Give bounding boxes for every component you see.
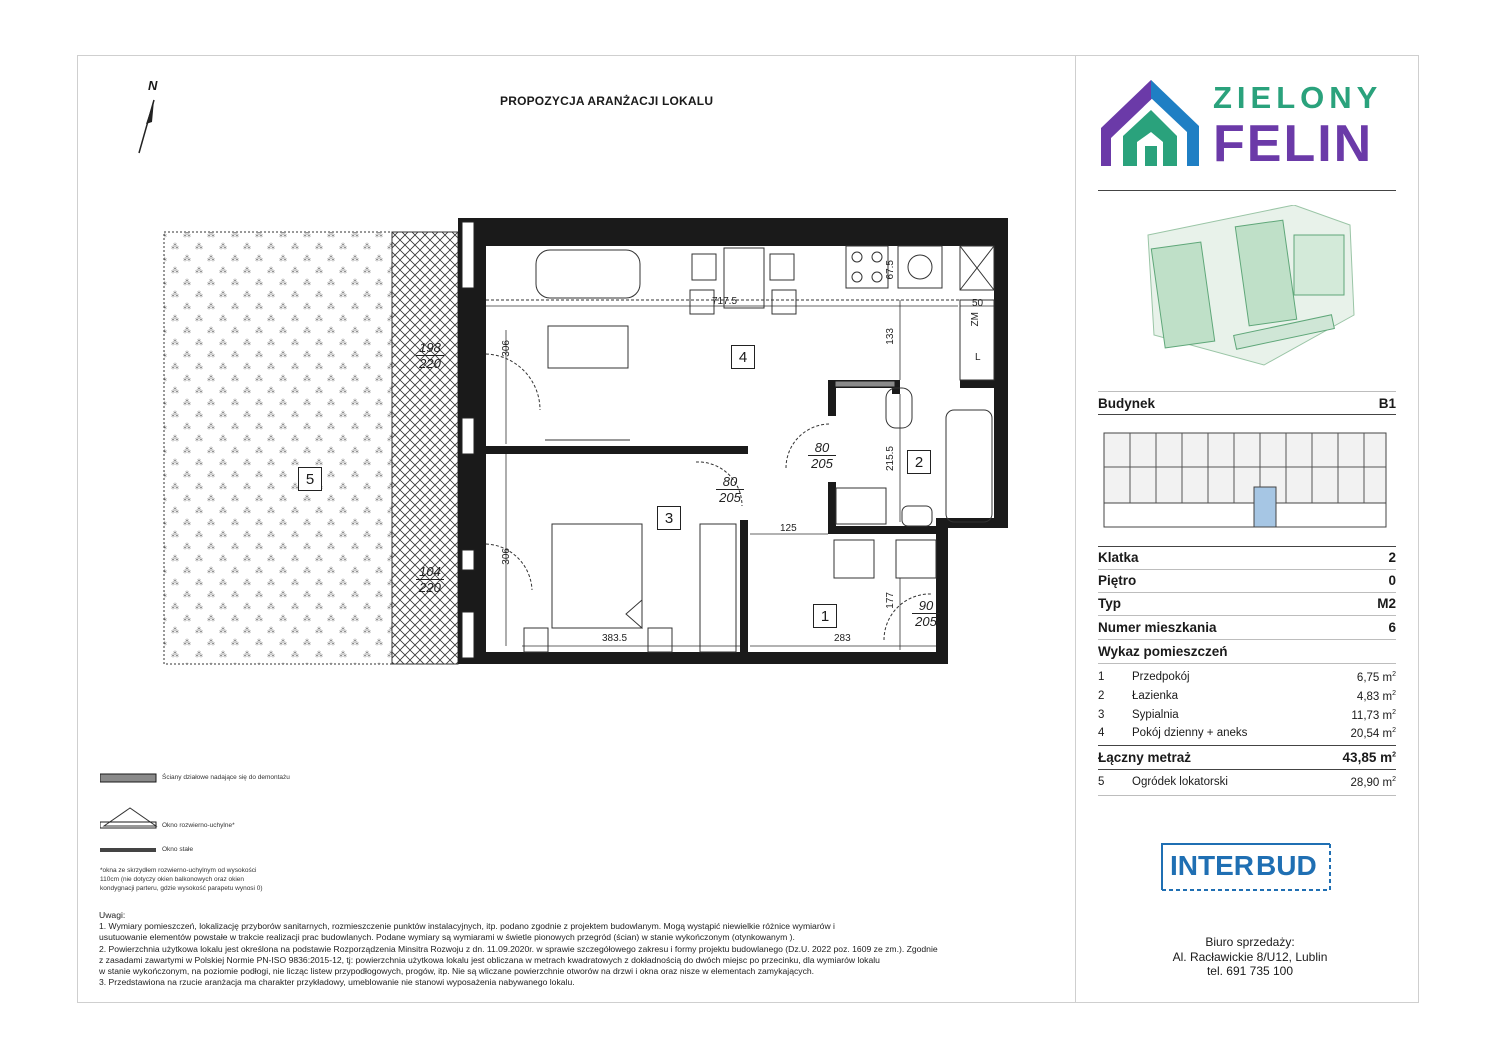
notes-line: w stanie wykończonym, na poziomie podłogi, nie licząc listew przypodłogowych, progów, itp. Nie są wliczane powierzchnie otworów na drzwi i okna oraz nisze w elementach zamykających.	[99, 966, 815, 977]
site-map	[1144, 205, 1356, 377]
notes-line: Uwagi:	[99, 910, 126, 920]
divider	[1098, 745, 1396, 746]
dim-hall-length: 283	[834, 633, 851, 644]
garden-area	[164, 232, 458, 664]
opening-window-2: 104 220	[416, 564, 444, 595]
divider	[1098, 592, 1396, 593]
divider	[1098, 795, 1396, 796]
row-budynek: Budynek B1	[1098, 396, 1396, 411]
notes-line: 3. Przedstawiona na rzucie aranżacja ma charakter przykładowy, umeblowanie nie stanowi wyposażenia nabywanego lokalu.	[99, 977, 575, 988]
brand-line-2: FELIN	[1213, 115, 1374, 173]
dim-sink: 67.5	[885, 260, 896, 280]
row-typ: Typ M2	[1098, 596, 1396, 611]
notes	[99, 910, 1039, 988]
north-label: N	[148, 78, 158, 93]
notes-line: usutuowanie elementów powstałe w trakcie realizacji prac budowlanych. Podane wymiary są wymiarami w świetle pionowych przegród (ścian) w stanie wykończonym (otynkowanym ).	[99, 932, 795, 943]
divider	[1098, 414, 1396, 415]
interbud-word-1: INTER	[1170, 850, 1254, 881]
row-klatka: Klatka 2	[1098, 550, 1396, 565]
panel-divider	[1075, 55, 1076, 1003]
zielony-felin-logo	[1097, 76, 1397, 173]
legend-walls: Ściany działowe nadające się do demontażu	[162, 774, 290, 781]
dim-living-width: 717.5	[712, 296, 738, 307]
room-label-3: 3	[657, 506, 681, 530]
divider	[1098, 546, 1396, 547]
legend-fixed-window: Okno stałe	[162, 846, 194, 853]
floor-plan	[0, 0, 1060, 700]
divider	[1098, 190, 1396, 191]
row-pietro: Piętro 0	[1098, 573, 1396, 588]
removable-wall	[835, 381, 895, 387]
dim-bath-depth: 215.5	[885, 446, 896, 472]
room-label-5: 5	[298, 467, 322, 491]
legend-footnote-1: *okna ze skrzydłem rozwierno-uchylnym od wysokości	[100, 867, 257, 874]
divider	[1098, 391, 1396, 392]
plan-title: PROPOZYCJA ARANŻACJI LOKALU	[500, 94, 714, 108]
label-l: L	[975, 352, 981, 363]
label-zm: ZM	[970, 312, 981, 327]
row-numer: Numer mieszkania 6	[1098, 620, 1396, 635]
house-logo-icon	[1097, 76, 1207, 170]
notes-line: 2. Powierzchnia użytkowa lokalu jest określona na podstawie Rozporządzenia Minsitra Rozwoju z dn. 11.09.2020r. w sprawie szczegółowego zakresu i formy projektu budowlanego (Dz.U. 2022 poz. 1609 ze zm.). Zgodnie	[99, 943, 938, 954]
dim-closet: 50	[972, 298, 984, 309]
row-wykaz: Wykaz pomieszczeń	[1098, 644, 1228, 659]
legend-footnote-3: kondygnacji parteru, gdzie wysokość parapetu wynosi 0)	[100, 885, 263, 892]
divider	[1098, 769, 1396, 770]
dim-kitchen-depth: 133	[885, 328, 896, 345]
dim-hall-width: 125	[780, 523, 797, 534]
room-label-1: 1	[813, 604, 837, 628]
dim-bedroom-depth: 306	[501, 548, 512, 565]
divider	[1098, 569, 1396, 570]
brand-line-1: ZIELONY	[1213, 80, 1383, 115]
dim-living-depth: 306	[501, 340, 512, 357]
sales-phone: tel. 691 735 100	[1206, 964, 1294, 978]
sales-address: Al. Racławickie 8/U12, Lublin	[1172, 949, 1328, 964]
opening-door-entry: 90 205	[912, 598, 940, 629]
interbud-word-2: BUD	[1256, 850, 1317, 881]
sales-office	[1150, 935, 1350, 979]
legend-tilt-window: Okno rozwierno-uchylne*	[162, 822, 235, 829]
legend-swatches	[100, 772, 160, 862]
opening-window-1: 198 220	[416, 340, 444, 371]
dim-hall-depth: 177	[885, 592, 896, 609]
door-swings	[486, 354, 932, 640]
dim-bedroom-width: 383.5	[602, 633, 628, 644]
notes-line: z zasadami zawartymi w Polskiej Normie PN-ISO 9836:2015-12, tj: powierzchnia użytkowa lokalu jest obliczana w metrach kwadratowych z dokładnością do dwóch miejsc po przecinku, dla wymiarów lokalu	[99, 954, 880, 965]
opening-door-bedroom: 80 205	[716, 474, 744, 505]
divider	[1098, 663, 1396, 664]
legend-footnote-2: 110cm (nie dotyczy okien balkonowych oraz okien	[100, 876, 245, 883]
divider	[1098, 639, 1396, 640]
room-label-4: 4	[731, 345, 755, 369]
room-label-2: 2	[907, 450, 931, 474]
sales-title: Biuro sprzedaży:	[1205, 935, 1295, 949]
row-total: Łączny metraż 43,85 $m^2$	[1098, 750, 1396, 765]
notes-line: 1. Wymiary pomieszczeń, lokalizację przyborów sanitarnych, rozmieszczenie punktów instalacyjnych, itp. podano zgodnie z projektem budowlanym. Mogą wystąpić niewielkie różnice wymiarów i	[99, 921, 835, 932]
opening-door-bath: 80 205	[808, 440, 836, 471]
divider	[1098, 615, 1396, 616]
building-plan	[1100, 427, 1396, 531]
interbud-logo	[1160, 842, 1332, 892]
